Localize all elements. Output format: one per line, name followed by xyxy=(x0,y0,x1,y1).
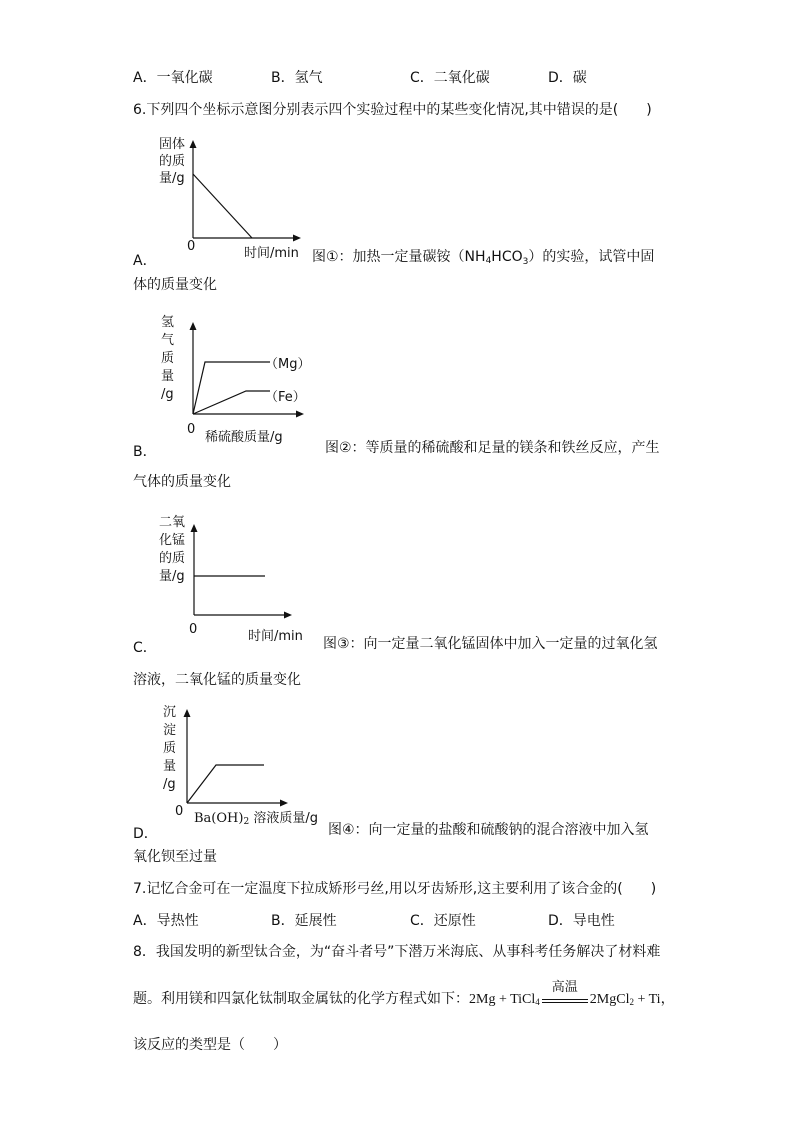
graph-1-caption-sub: 4 xyxy=(485,256,492,266)
q8-line2-pre: 题。利用镁和四氯化钛制取金属钛的化学方程式如下： xyxy=(133,991,469,1007)
graph-2-x-arrow xyxy=(296,411,304,418)
graph-2-caption-line2: 气体的质量变化 xyxy=(133,474,231,490)
equation-left-sub: 4 xyxy=(535,997,540,1007)
graph-4-ylabel-line: 沉 xyxy=(163,705,177,720)
graph-3-caption-line2: 溶液，二氧化锰的质量变化 xyxy=(133,672,301,688)
graph-1-letter: A． xyxy=(133,253,157,269)
equation-right-post: + Ti xyxy=(633,992,661,1007)
graph-2-caption-line1: 图②：等质量的稀硫酸和足量的镁条和铁丝反应，产生 xyxy=(325,440,660,456)
q5-option-c: C．二氧化碳 xyxy=(410,70,490,86)
graph-4-xlabel-post: 溶液质量/g xyxy=(249,811,318,826)
graph-1-caption-sub2: 3 xyxy=(522,257,529,267)
graph-2-ylabel-line: /g xyxy=(161,387,174,402)
q8-line2 xyxy=(133,979,675,1010)
graph-4-origin: 0 xyxy=(175,804,184,819)
graph-1-ylabel-line: 量/g xyxy=(159,171,185,186)
graph-1-origin: 0 xyxy=(187,239,196,254)
graph-3-caption-line1: 图③：向一定量二氧化锰固体中加入一定量的过氧化氢 xyxy=(323,636,658,652)
q5-option-d: D．碳 xyxy=(548,70,587,86)
graph-2-line-mg xyxy=(193,362,270,414)
graph-4-ylabel-line: 淀 xyxy=(163,723,177,738)
graph-3-letter: C． xyxy=(133,640,157,656)
graph-1-x-arrow xyxy=(293,235,301,242)
graph-3-ylabel-line: 二氧 xyxy=(159,515,186,530)
graph-3-y-arrow xyxy=(191,524,198,532)
q6-stem: 6.下列四个坐标示意图分别表示四个实验过程中的某些变化情况,其中错误的是( ) xyxy=(133,102,652,118)
graph-2-xlabel: 稀硫酸质量/g xyxy=(205,430,283,445)
graph-4-x-arrow xyxy=(280,800,288,807)
equation-left: 2Mg + TiCl xyxy=(469,992,536,1007)
chemical-equation xyxy=(469,979,661,1007)
graph-2-ylabel-line: 氢 xyxy=(161,315,175,330)
graph-4-xlabel-pre: Ba(OH) xyxy=(194,811,244,826)
graph-3-ylabel-line: 的质 xyxy=(159,551,186,566)
graph-4-line xyxy=(187,765,264,803)
graph-2-series-fe: （Fe） xyxy=(265,390,306,405)
graph-4-caption-line2: 氧化钡至过量 xyxy=(133,849,217,865)
q7-option-d: D．导电性 xyxy=(548,913,615,929)
graph-1-y-arrow xyxy=(190,140,197,148)
graph-2-letter: B． xyxy=(133,444,157,460)
q5-option-b: B．氢气 xyxy=(271,70,323,86)
graph-3-xlabel: 时间/min xyxy=(248,629,303,644)
graph-1-caption xyxy=(312,248,654,271)
graph-1-caption-line2: 体的质量变化 xyxy=(133,277,217,293)
reaction-condition: 高温 xyxy=(551,979,578,995)
q8-line2-post: ， xyxy=(660,991,675,1007)
graph-2-series-mg: （Mg） xyxy=(265,357,311,372)
q7-option-b: B．延展性 xyxy=(271,913,337,929)
graph-1-ylabel-line: 的质 xyxy=(159,154,186,169)
graph-3-origin: 0 xyxy=(189,622,198,637)
q7-stem: 7.记忆合金可在一定温度下拉成矫形弓丝,用以牙齿矫形,这主要利用了该合金的( ) xyxy=(133,881,657,897)
graph-2-line-fe xyxy=(193,391,270,414)
q5-option-a: A．一氧化碳 xyxy=(133,70,213,86)
graph-4-ylabel-line: /g xyxy=(163,777,176,792)
graph-1-xlabel: 时间/min xyxy=(244,246,299,261)
graph-4-ylabel-line: 质 xyxy=(163,741,177,756)
graph-3 xyxy=(150,514,320,644)
graph-4-xlabel xyxy=(194,807,318,827)
graph-3-ylabel-line: 化锰 xyxy=(159,533,186,548)
graph-1-caption-pre: 图①：加热一定量碳铵（NH xyxy=(312,249,486,265)
graph-1-caption-mid: HCO xyxy=(491,249,523,265)
graph-2 xyxy=(150,314,330,444)
q8-line1: 8．我国发明的新型钛合金，为“奋斗者号”下潜万米海底、从事科考任务解决了材料难 xyxy=(133,944,661,960)
graph-2-ylabel-line: 气 xyxy=(161,333,175,348)
graph-4-ylabel-line: 量 xyxy=(163,759,177,774)
graph-4 xyxy=(150,703,330,833)
q7-option-a: A．导热性 xyxy=(133,913,199,929)
graph-4-letter: D． xyxy=(133,826,158,842)
graph-2-y-arrow xyxy=(190,322,197,330)
graph-1 xyxy=(150,132,310,262)
graph-1-ylabel-line: 固体 xyxy=(159,137,186,152)
graph-4-xlabel-sub: 2 xyxy=(243,817,250,827)
equation-right-sub: 2 xyxy=(629,997,634,1007)
graph-4-y-arrow xyxy=(184,709,191,717)
graph-2-ylabel-line: 量 xyxy=(161,369,175,384)
graph-3-x-arrow xyxy=(284,612,292,619)
graph-3-ylabel-line: 量/g xyxy=(159,569,185,584)
q8-line3: 该反应的类型是（ ） xyxy=(133,1037,287,1053)
graph-2-plot xyxy=(150,314,330,444)
graph-1-caption-post: ）的实验，试管中固 xyxy=(528,249,655,265)
equation-right: 2MgCl xyxy=(589,992,630,1007)
reaction-condition-arrow xyxy=(542,979,588,1010)
graph-4-caption-line1: 图④：向一定量的盐酸和硫酸钠的混合溶液中加入氢 xyxy=(328,822,649,838)
graph-2-ylabel-line: 质 xyxy=(161,351,175,366)
graph-1-line xyxy=(193,174,252,238)
q7-option-c: C．还原性 xyxy=(410,913,476,929)
graph-2-origin: 0 xyxy=(187,422,196,437)
